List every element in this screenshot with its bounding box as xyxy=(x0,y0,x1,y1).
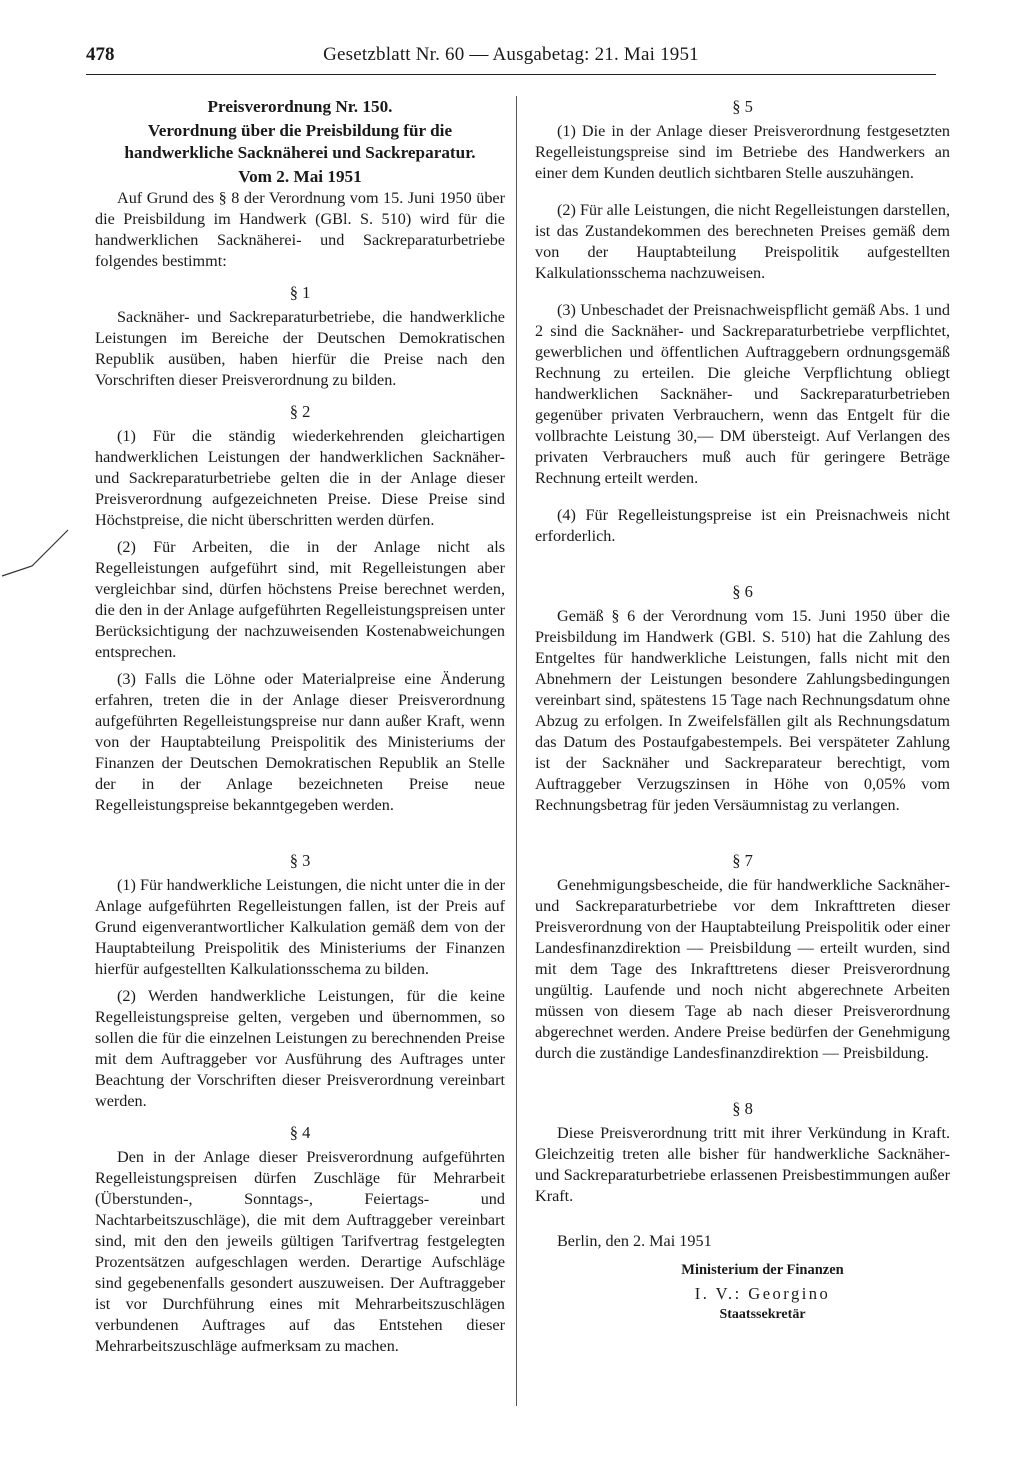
ordinance-title: Verordnung über die Preisbildung für die handwerkliche Sacknäherei und Sackreparatur. xyxy=(124,121,476,162)
section-6-heading: § 6 xyxy=(732,582,753,601)
signature-place-date: Berlin, den 2. Mai 1951 xyxy=(557,1232,712,1250)
section-3-paragraph-1: (1) Für handwerkliche Leistungen, die nicht unter die in der Anlage aufgeführten Regelleistungen fallen, ist der Preis auf Grund eigenverantwortlicher Kalkulation gemäß dem von der Hauptabteilung Preispolitik des Ministeriums der Finanzen hierfür aufgestellten Kalkulationsschema zu bilden. xyxy=(95,876,505,978)
signature-ministry: Ministerium der Finanzen xyxy=(681,1262,844,1278)
section-6-paragraph: Gemäß § 6 der Verordnung vom 15. Juni 1950 über die Preisbildung im Handwerk (GBl. S. 510) hat die Zahlung des Entgeltes für handwerkliche Leistungen, falls nicht mit den Abnehmern der Leistungen besondere Zahlungsbedingungen vereinbart sind, spätestens 15 Tage nach Rechnungsdatum ohne Abzug zu erfolgen. In Zweifelsfällen gilt als Rechnungsdatum das Datum des Postaufgabestempels. Bei verspäteter Zahlung ist der Sacknäher und Sackreparateur berechtigt, vom Auftraggeber Verzugszinsen in Höhe von 0,05% vom Rechnungsbetrag für jeden Versäumnistag zu verlangen. xyxy=(535,607,950,814)
section-7-heading: § 7 xyxy=(732,851,753,870)
gazette-header-title: Gesetzblatt Nr. 60 — Ausgabetag: 21. Mai 1951 xyxy=(323,44,699,65)
section-1-paragraph: Sacknäher- und Sackreparaturbetriebe, die handwerkliche Leistungen im Bereiche der Deutschen Demokratischen Republik ausüben, haben hierfür die Preise nach den Vorschriften dieser Preisverordnung zu bilden. xyxy=(95,308,505,389)
margin-pen-mark xyxy=(0,520,90,590)
spacer xyxy=(535,553,950,571)
spacer xyxy=(535,495,950,505)
column-divider xyxy=(516,96,517,1406)
section-7-paragraph: Genehmigungsbescheide, die für handwerkliche Sacknäher- und Sackreparaturbetriebe vor dem Inkrafttreten dieser Preisverordnung von der Hauptabteilung Preispolitik oder einer Landesfinanzdirektion — Preisbildung — erteilt wurden, sind mit dem Tage des Inkrafttretens dieser Preisverordnung ungültig. Laufende und noch nicht abgerechnete Arbeiten müssen von diesem Tage ab nach dieser Preisverordnung abgerechnet werden. Andere Preise bedürfen der Genehmigung durch die zuständige Landesfinanzdirektion — Preisbildung. xyxy=(535,876,950,1062)
preamble: Auf Grund des § 8 der Verordnung vom 15. Juni 1950 über die Preisbildung im Handwerk (GBl. S. 510) wird für die handwerklichen Sacknäherei- und Sackreparaturbetriebe folgendes bestimmt: xyxy=(95,189,505,270)
section-2-heading: § 2 xyxy=(289,402,311,421)
section-5-paragraph-1: (1) Die in der Anlage dieser Preisverordnung festgesetzten Regelleistungspreise sind im Betriebe des Handwerkers an einer dem Kunden deutlich sichtbaren Stelle auszuhängen. xyxy=(535,122,950,182)
section-8-heading: § 8 xyxy=(732,1099,753,1118)
ordinance-number: Preisverordnung Nr. 150. xyxy=(207,97,393,116)
section-4-heading: § 4 xyxy=(289,1123,311,1142)
page-header xyxy=(86,44,936,75)
page-number: 478 xyxy=(86,44,115,65)
section-2-paragraph-2: (2) Für Arbeiten, die in der Anlage nicht als Regelleistungen aufgeführt sind, mit Regelleistungen aber vergleichbar sind, dürfen höchstens Preise berechnet werden, die den in der Anlage aufgeführten Regelleistungspreisen unter Berücksichtigung der nachzuweisenden Kostenabweichungen entsprechen. xyxy=(95,538,505,661)
section-1-heading: § 1 xyxy=(289,283,311,302)
spacer xyxy=(535,822,950,840)
section-2-paragraph-3: (3) Falls die Löhne oder Materialpreise eine Änderung erfahren, treten die in der Anlage dieser Preisverordnung aufgeführten Regelleistungspreise nur dann außer Kraft, wenn von der Hauptabteilung Preispolitik des Ministeriums der Finanzen der Deutschen Demokratischen Republik an Stelle der in der Anlage bezeichneten Preise neue Regelleistungspreise bekanntgegeben werden. xyxy=(95,670,505,814)
spacer xyxy=(535,290,950,300)
section-5-paragraph-4: (4) Für Regelleistungspreise ist ein Preisnachweis nicht erforderlich. xyxy=(535,506,950,545)
section-2-paragraph-1: (1) Für die ständig wiederkehrenden gleichartigen handwerklichen Leistungen der handwerklichen Sacknäher- und Sackreparaturbetriebe gelten die in der Anlage dieser Preisverordnung aufgezeichneten Preise. Diese Preise sind Höchstpreise, die nicht überschritten werden dürfen. xyxy=(95,427,505,529)
left-column xyxy=(95,96,505,1363)
section-5-heading: § 5 xyxy=(732,97,753,116)
section-4-paragraph: Den in der Anlage dieser Preisverordnung aufgeführten Regelleistungspreisen dürfen Zuschläge für Mehrarbeit (Überstunden-, Sonntags-, Feiertags- und Nachtarbeitszuschläge), die mit dem Auftraggeber vereinbart sind, mit den den jeweils gültigen Tarifvertrag festgelegten Prozentsätzen aufgeschlagen werden. Derartige Aufschläge sind gegebenenfalls gesondert auszuweisen. Der Auftraggeber ist vor Durchführung eines mit Mehrarbeitszuschlägen verbundenen Auftrages auf das Entstehen dieser Mehrarbeitszuschläge aufmerksam zu machen. xyxy=(95,1148,505,1355)
section-8-paragraph: Diese Preisverordnung tritt mit ihrer Verkündung in Kraft. Gleichzeitig treten alle bisher für handwerkliche Sacknäher- und Sackreparaturbetriebe erlassenen Preisbestimmungen außer Kraft. xyxy=(535,1124,950,1205)
right-column xyxy=(535,96,950,1325)
spacer xyxy=(535,190,950,200)
spacer xyxy=(95,822,505,840)
section-3-heading: § 3 xyxy=(289,851,311,870)
spacer xyxy=(535,1070,950,1088)
signature-name: I. V.: Georgino xyxy=(694,1284,831,1303)
signature-role: Staatssekretär xyxy=(719,1307,806,1322)
section-5-paragraph-3: (3) Unbeschadet der Preisnachweispflicht gemäß Abs. 1 und 2 sind die Sacknäher- und Sackreparaturbetriebe verpflichtet, gewerblichen und öffentlichen Auftraggebern ordnungsgemäß Rechnung zu erteilen. Die gleiche Verpflichtung obliegt handwerklichen Sacknäher- und Sackreparaturbetrieben gegenüber privaten Verbrauchern, wenn das Entgelt für die vollbrachte Leistung 30,— DM übersteigt. Auf Verlangen des privaten Verbrauchers muß auch für geringere Beträge Rechnung erteilt werden. xyxy=(535,301,950,487)
ordinance-date: Vom 2. Mai 1951 xyxy=(238,167,362,186)
section-3-paragraph-2: (2) Werden handwerkliche Leistungen, für die keine Regelleistungspreise gelten, vergeben und übernommen, so sollen die für die einzelnen Leistungen zu berechnenden Preise mit dem Auftraggeber vor Ausführung des Auftrages unter Beachtung der Vorschriften dieser Preisverordnung vereinbart werden. xyxy=(95,987,505,1110)
section-5-paragraph-2: (2) Für alle Leistungen, die nicht Regelleistungen darstellen, ist das Zustandekommen des berechneten Preises gemäß dem von der Hauptabteilung Preispolitik aufgestellten Kalkulationsschema nachzuweisen. xyxy=(535,201,950,282)
